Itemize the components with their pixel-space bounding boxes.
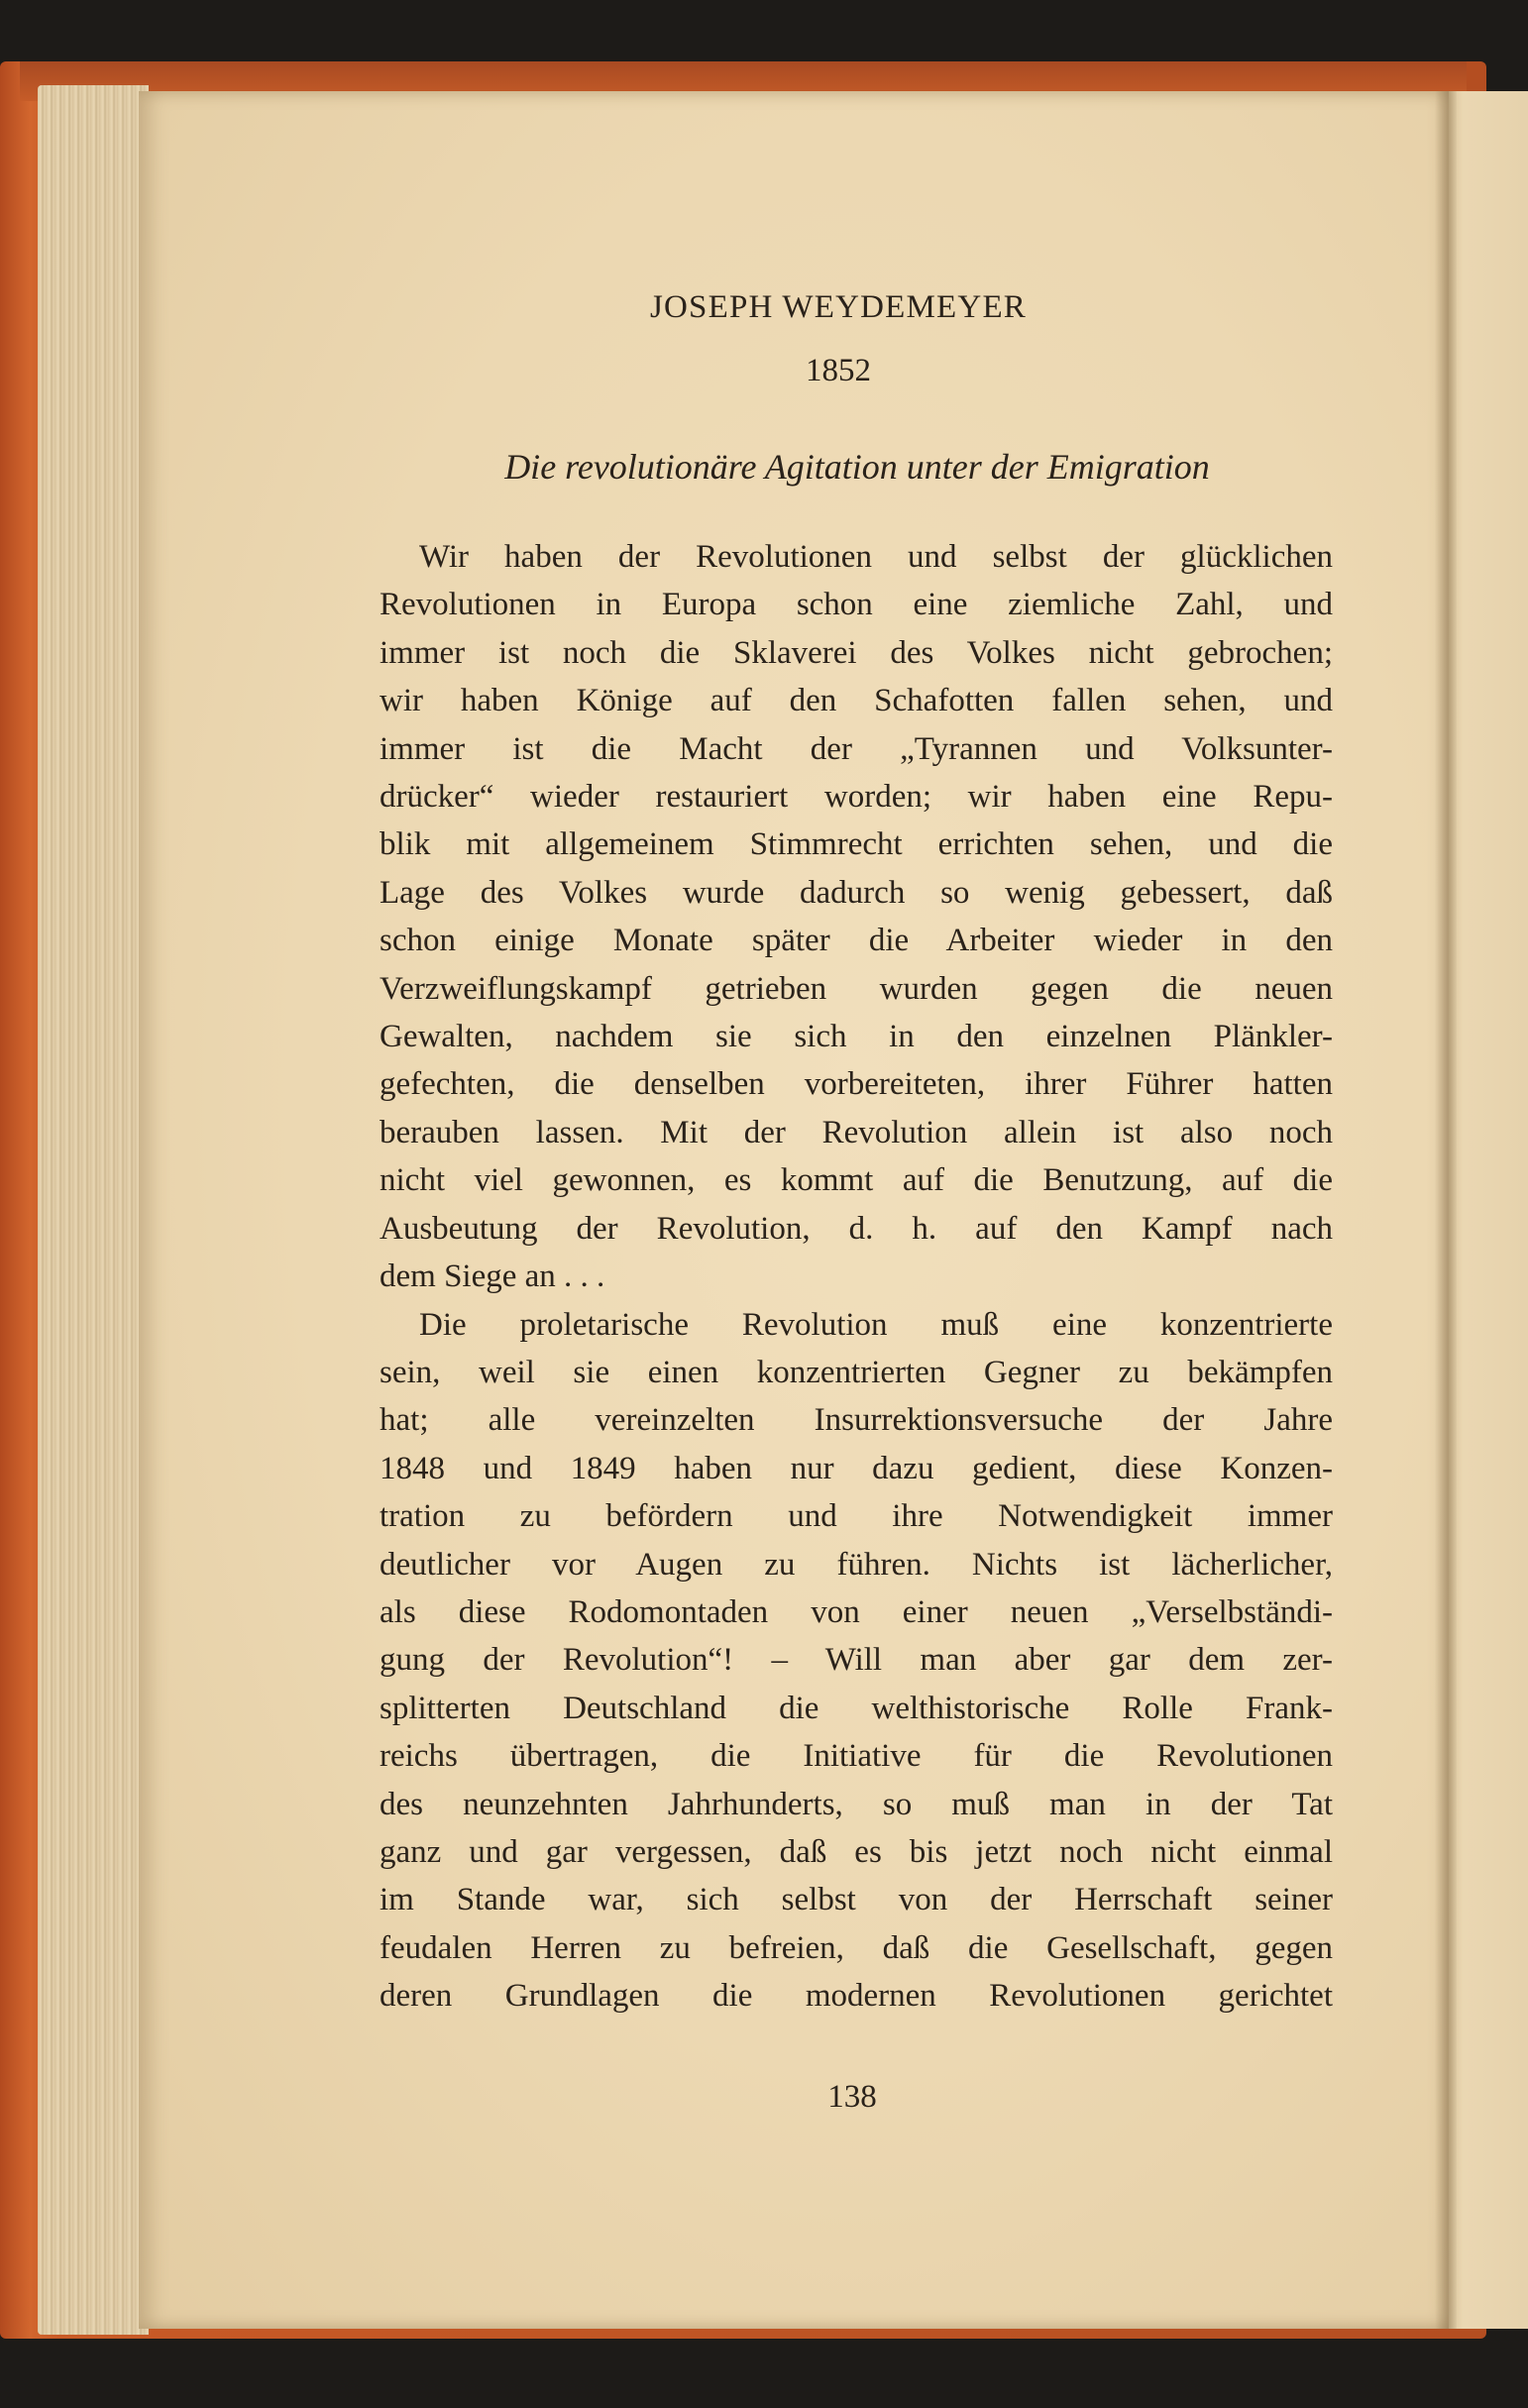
- text-line: des neunzehnten Jahrhunderts, so muß man in der Tat: [380, 1786, 1333, 1822]
- text-line: deren Grundlagen die modernen Revolutionen gerichtet: [380, 1978, 1333, 2015]
- page-number: 138: [827, 2079, 877, 2115]
- running-header-author: JOSEPH WEYDEMEYER: [649, 289, 1028, 325]
- text-line: Revolutionen in Europa schon eine ziemliche Zahl, und: [380, 587, 1333, 623]
- text-line: ganz und gar vergessen, daß es bis jetzt noch nicht einmal: [380, 1833, 1333, 1870]
- text-line: dem Siege an . . .: [380, 1259, 605, 1295]
- text-line: Gewalten, nachdem sie sich in den einzelnen Plänkler-: [380, 1019, 1333, 1055]
- text-line: schon einige Monate später die Arbeiter wieder in den: [380, 923, 1333, 959]
- text-line: sein, weil sie einen konzentrierten Gegner zu bekämpfen: [380, 1354, 1333, 1390]
- text-line: Lage des Volkes wurde dadurch so wenig gebessert, daß: [380, 874, 1333, 911]
- text-line: Ausbeutung der Revolution, d. h. auf den Kampf nach: [380, 1210, 1333, 1247]
- text-line: Die proletarische Revolution muß eine konzentrierte: [419, 1306, 1333, 1343]
- text-line: als diese Rodomontaden von einer neuen „Verselbständi-: [380, 1593, 1333, 1630]
- page-gutter: [1435, 91, 1457, 2329]
- text-line: Wir haben der Revolutionen und selbst der glücklichen: [419, 539, 1333, 575]
- text-line: immer ist noch die Sklaverei des Volkes nicht gebrochen;: [380, 634, 1333, 671]
- paragraph: [380, 1301, 1333, 2021]
- text-line: tration zu befördern und ihre Notwendigkeit immer: [380, 1498, 1333, 1535]
- running-header-year: 1852: [806, 353, 871, 388]
- text-line: immer ist die Macht der „Tyrannen und Volksunter-: [380, 730, 1333, 767]
- text-line: Verzweiflungskampf getrieben wurden gegen die neuen: [380, 970, 1333, 1007]
- text-line: wir haben Könige auf den Schafotten fallen sehen, und: [380, 683, 1333, 719]
- paragraph: [380, 533, 1333, 1301]
- text-line: berauben lassen. Mit der Revolution allein ist also noch: [380, 1114, 1333, 1150]
- text-line: nicht viel gewonnen, es kommt auf die Benutzung, auf die: [380, 1162, 1333, 1199]
- facing-page-edge: [1449, 91, 1528, 2329]
- text-line: hat; alle vereinzelten Insurrektionsversuche der Jahre: [380, 1402, 1333, 1439]
- chapter-title: Die revolutionäre Agitation unter der Emigration: [504, 447, 1210, 487]
- text-line: 1848 und 1849 haben nur dazu gedient, diese Konzen-: [380, 1450, 1333, 1486]
- text-line: im Stande war, sich selbst von der Herrschaft seiner: [380, 1882, 1333, 1918]
- text-line: deutlicher vor Augen zu führen. Nichts ist lächerlicher,: [380, 1546, 1333, 1583]
- text-line: blik mit allgemeinem Stimmrecht errichten sehen, und die: [380, 826, 1333, 863]
- text-line: gefechten, die denselben vorbereiteten, ihrer Führer hatten: [380, 1066, 1333, 1103]
- page-edges: [38, 85, 149, 2335]
- body-text: [380, 533, 1333, 2021]
- text-line: drücker“ wieder restauriert worden; wir haben eine Repu-: [380, 779, 1333, 816]
- text-line: feudalen Herren zu befreien, daß die Gesellschaft, gegen: [380, 1929, 1333, 1966]
- text-line: splitterten Deutschland die welthistorische Rolle Frank-: [380, 1690, 1333, 1726]
- text-line: gung der Revolution“! – Will man aber gar dem zer-: [380, 1642, 1333, 1679]
- text-line: reichs übertragen, die Initiative für die Revolutionen: [380, 1738, 1333, 1775]
